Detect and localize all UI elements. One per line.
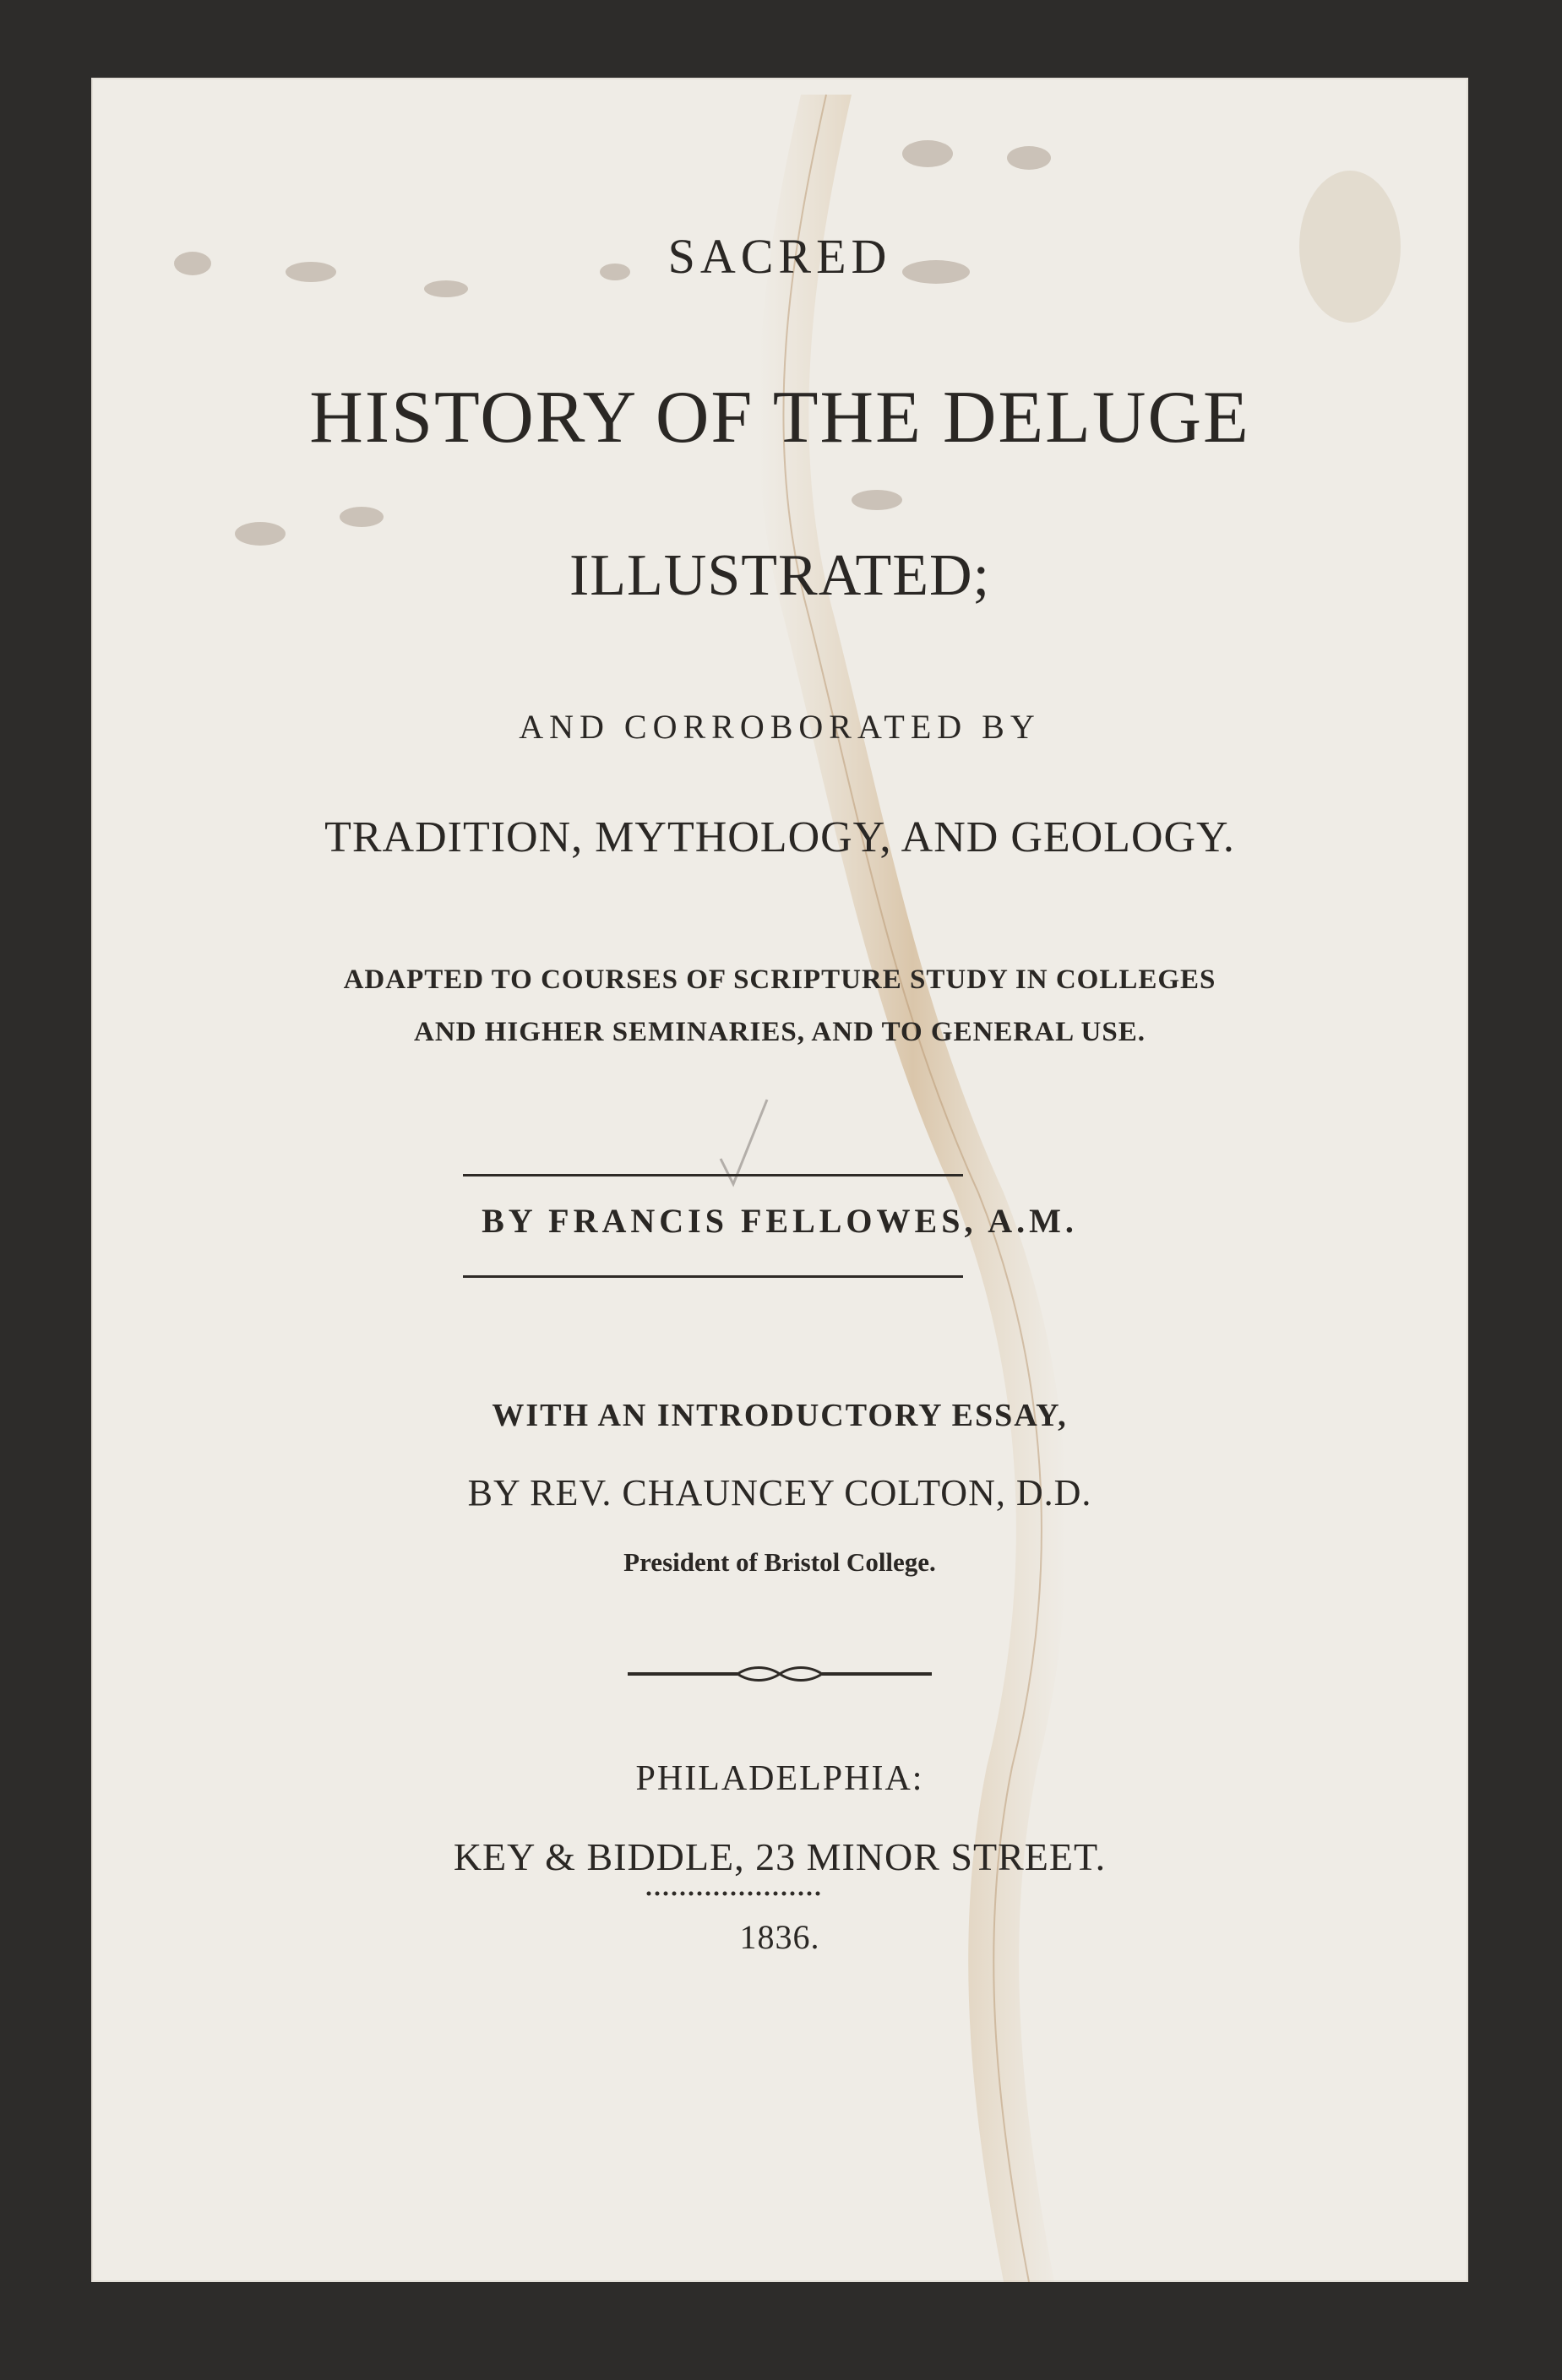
imprint-city: PHILADELPHIA: xyxy=(635,1759,924,1798)
rule-below-author xyxy=(463,1275,963,1278)
title-sacred: SACRED xyxy=(667,229,892,284)
essay-line: WITH AN INTRODUCTORY ESSAY, xyxy=(492,1398,1068,1433)
title-illustrated: ILLUSTRATED; xyxy=(569,543,991,608)
subtitle-adapted-line-2: AND HIGHER SEMINARIES, AND TO GENERAL USE. xyxy=(414,1017,1146,1047)
imprint-publisher: KEY & BIDDLE, 23 MINOR STREET. xyxy=(453,1835,1107,1878)
essay-author-line: BY REV. CHAUNCEY COLTON, D.D. xyxy=(467,1472,1092,1513)
imprint-year: 1836. xyxy=(739,1918,820,1956)
dotted-divider xyxy=(647,1892,820,1896)
rule-above-author xyxy=(463,1174,963,1176)
check-mark xyxy=(721,1100,767,1184)
author-line: BY FRANCIS FELLOWES, A.M. xyxy=(482,1202,1078,1240)
essay-author-role: President of Bristol College. xyxy=(623,1547,936,1577)
ornament xyxy=(628,1668,932,1681)
subtitle-tradition: TRADITION, MYTHOLOGY, AND GEOLOGY. xyxy=(324,813,1235,861)
subtitle-corroborated: AND CORROBORATED BY xyxy=(519,708,1041,746)
title-main: HISTORY OF THE DELUGE xyxy=(309,377,1250,459)
title-page xyxy=(91,78,1468,2282)
subtitle-adapted-line-1: ADAPTED TO COURSES OF SCRIPTURE STUDY IN COLLEGES xyxy=(343,964,1216,995)
